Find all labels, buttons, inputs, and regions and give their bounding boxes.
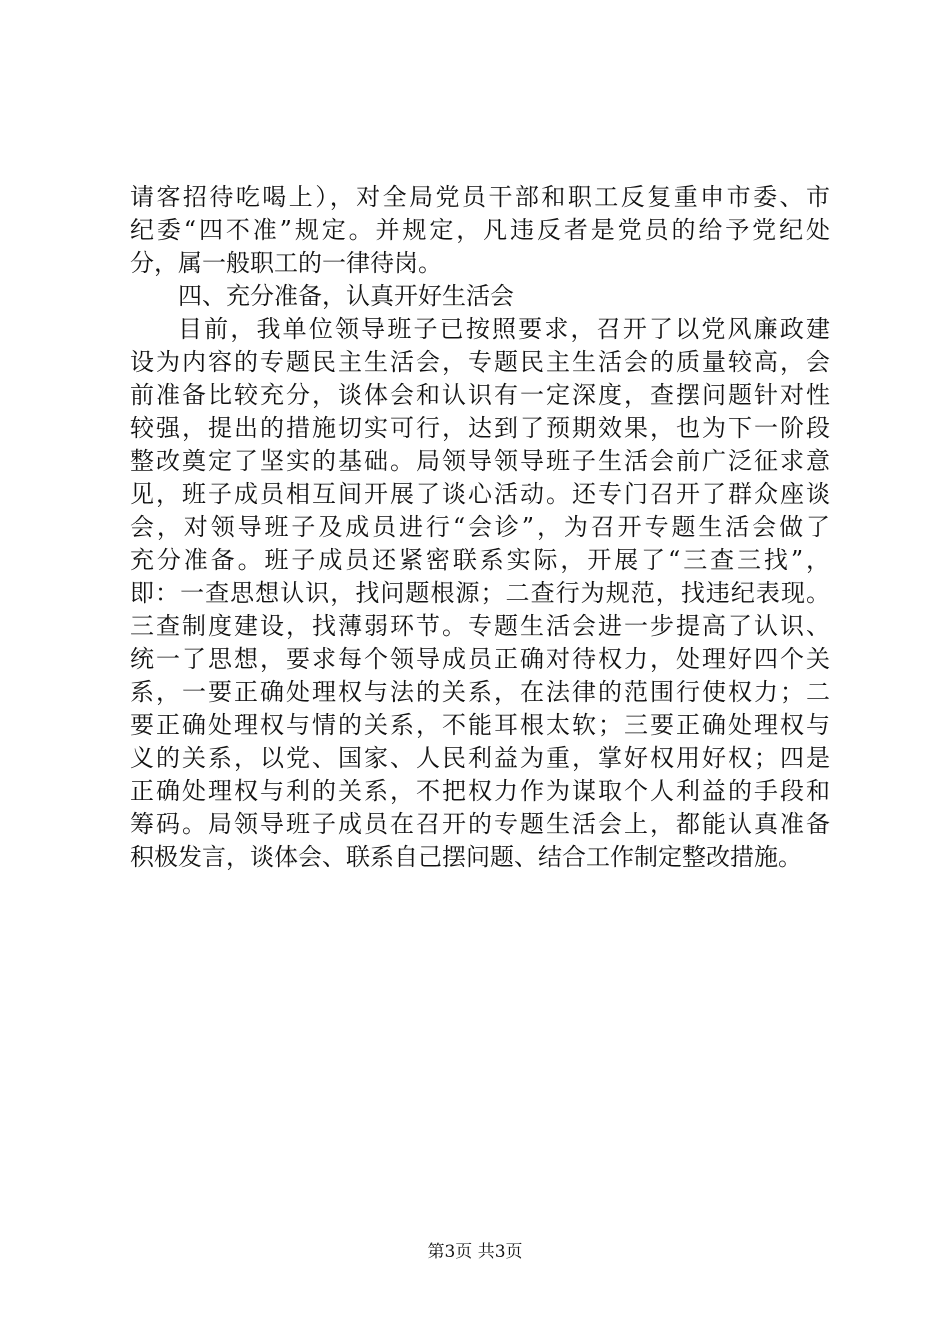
body-text-line: 筹码。局领导班子成员在召开的专题生活会上，都能认真准备 (130, 810, 830, 838)
body-text-line: 正确处理权与利的关系，不把权力作为谋取个人利益的手段和 (130, 777, 830, 805)
body-text-line: 会，对领导班子及成员进行“会诊”，为召开专题生活会做了 (130, 513, 830, 541)
body-text-line: 纪委“四不准”规定。并规定，凡违反者是党员的给予党纪处 (130, 216, 830, 244)
body-text-line: 较强，提出的措施切实可行，达到了预期效果，也为下一阶段 (130, 414, 830, 442)
body-text-line: 充分准备。班子成员还紧密联系实际，开展了“三查三找”， (130, 546, 830, 574)
body-text-line: 即：一查思想认识，找问题根源；二查行为规范，找违纪表现。 (130, 579, 830, 607)
body-text-line: 请客招待吃喝上），对全局党员干部和职工反复重申市委、市 (130, 183, 830, 211)
body-text-line: 见，班子成员相互间开展了谈心活动。还专门召开了群众座谈 (130, 480, 830, 508)
body-text-line: 目前，我单位领导班子已按照要求，召开了以党风廉政建 (178, 315, 830, 343)
section-heading: 四、充分准备，认真开好生活会 (178, 282, 514, 310)
body-text-line: 分，属一般职工的一律待岗。 (130, 249, 442, 277)
body-text-line: 三查制度建设，找薄弱环节。专题生活会进一步提高了认识、 (130, 612, 830, 640)
body-text-line: 系，一要正确处理权与法的关系，在法律的范围行使权力；二 (130, 678, 830, 706)
page-number-footer: 第3页 共3页 (427, 1242, 523, 1262)
body-text-line: 积极发言，谈体会、联系自己摆问题、结合工作制定整改措施。 (130, 843, 802, 871)
body-text-line: 要正确处理权与情的关系，不能耳根太软；三要正确处理权与 (130, 711, 830, 739)
body-text-line: 统一了思想，要求每个领导成员正确对待权力，处理好四个关 (130, 645, 830, 673)
body-text-line: 义的关系，以党、国家、人民利益为重，掌好权用好权；四是 (130, 744, 830, 772)
body-text-line: 前准备比较充分，谈体会和认识有一定深度，查摆问题针对性 (130, 381, 830, 409)
body-text-line: 设为内容的专题民主生活会，专题民主生活会的质量较高，会 (130, 348, 830, 376)
body-text-line: 整改奠定了坚实的基础。局领导领导班子生活会前广泛征求意 (130, 447, 830, 475)
